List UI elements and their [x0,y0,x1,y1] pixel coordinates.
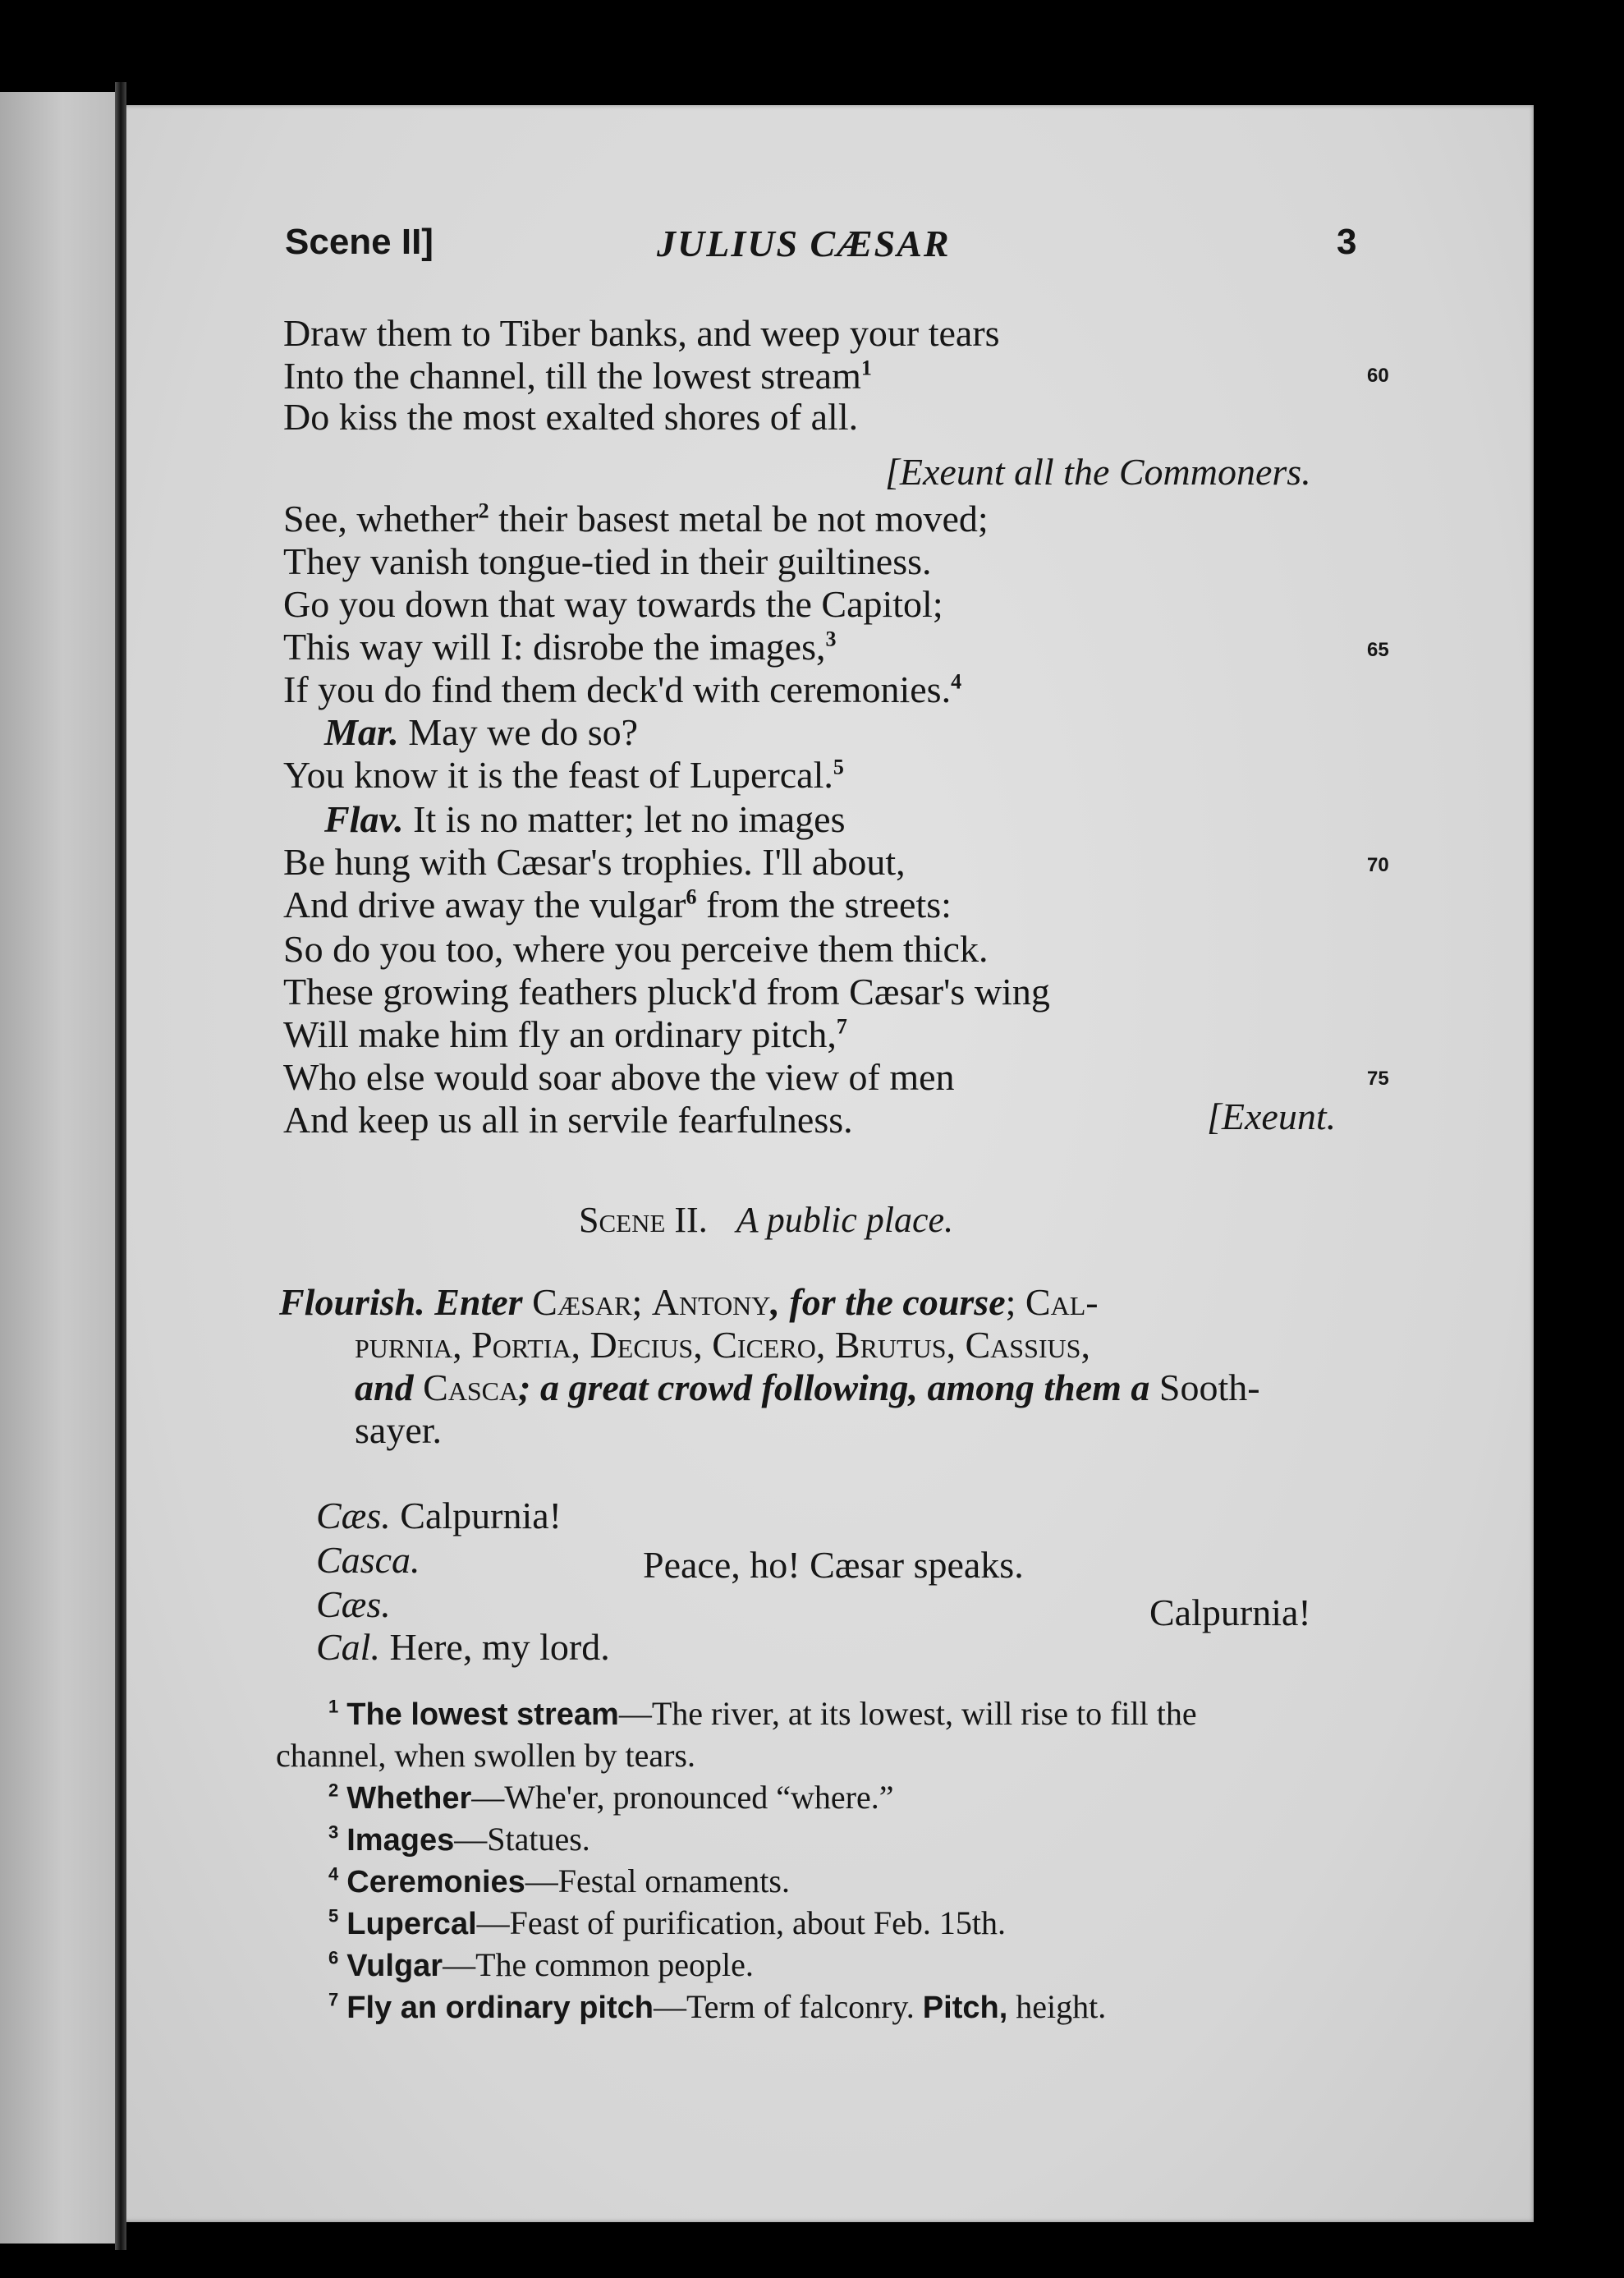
footnote-marker: 7 [836,1014,847,1039]
verse-text: It is no matter; let no images [403,798,846,840]
footnote-marker: 5 [833,755,844,779]
footnote [328,1945,754,1986]
footnote-marker: 1 [860,356,872,380]
verse-line [283,1099,853,1141]
footnote-continuation: channel, when swollen by tears. [276,1737,695,1774]
speaker-name: Flav. [324,798,404,840]
footnote-term: Vulgar [346,1949,443,1983]
footnote-term: Whether [346,1781,472,1816]
footnote-term: Ceremonies [346,1865,525,1899]
verse-line [283,928,988,971]
verse-line [283,498,989,540]
speaker-name: Cal. [316,1626,380,1668]
footnote [328,1777,894,1819]
footnote-text: —The common people. [443,1946,754,1983]
verse-line [283,540,932,583]
stage-direction-exeunt: [Exeunt. [1207,1095,1337,1137]
verse-text: These growing feathers pluck'd from Cæsar's wing [283,971,1050,1013]
soothsayer-part: Sooth- [1149,1366,1260,1408]
line-number: 60 [1367,365,1389,387]
dialogue-line [316,1495,562,1537]
verse-line [283,971,1050,1013]
verse-text: This way will I: disrobe the images, [283,626,826,668]
footnote-number: 7 [328,1989,339,2010]
enter-word: Enter [424,1281,533,1323]
flourish-word: Flourish. [279,1281,425,1323]
speaker-name: Cæs. [316,1495,391,1536]
verse-text: Into the channel, till the lowest stream [283,355,861,397]
and-word: and [355,1366,414,1408]
footnote [328,1903,1006,1945]
footnote-text: —Statues. [454,1821,590,1858]
book-spine [115,82,126,2250]
footnote-number: 6 [328,1947,339,1968]
footnote [328,1986,1106,2028]
for-the-course: , for the course [770,1281,1006,1323]
verse-text: from the streets: [696,884,952,925]
line-number: 75 [1367,1068,1389,1090]
verse-text: You know it is the feast of Lupercal. [283,754,833,796]
footnote-term: Lupercal [346,1907,477,1941]
verse-line [283,626,837,668]
verse-text: And drive away the vulgar [283,884,686,925]
verse-text: Do kiss the most exalted shores of all. [283,396,859,438]
footnote-term: Fly an ordinary pitch [346,1991,654,2025]
verse-text: Be hung with Cæsar's trophies. I'll about, [283,841,906,883]
dialogue-text: Peace, ho! Cæsar speaks. [643,1544,1024,1586]
scene-heading [579,1199,953,1241]
verse-text: And keep us all in servile fearfulness. [283,1099,853,1141]
verse-text: Will make him fly an ordinary pitch, [283,1013,837,1055]
verse-text: So do you too, where you perceive them thick. [283,928,989,970]
line-number: 70 [1367,854,1389,876]
verse-line [283,312,1000,355]
footnote-number: 2 [328,1780,339,1801]
footnote-text: —The river, at its lowest, will rise to fill the [618,1695,1197,1732]
footnote-marker: 3 [825,627,837,651]
verse-text: Who else would soar above the view of men [283,1056,955,1098]
verse-line [283,668,961,711]
footnote-marker: 4 [951,669,962,694]
footnote-text: height. [1007,1988,1107,2025]
separator: ; [1005,1281,1025,1323]
verse-line [283,583,943,626]
verse-text: See, whether [283,498,479,540]
dialogue-text: Here, my lord. [389,1626,610,1668]
previous-page-edge [0,92,115,2244]
stage-direction-exeunt-commoners: [Exeunt all the Commoners. [885,451,1311,493]
footnote-marker: 2 [478,498,489,523]
dialogue-line [316,1626,610,1669]
entrance-direction [279,1281,1363,1452]
page-number: 3 [1337,222,1357,262]
verse-text: May we do so? [398,711,639,753]
crowd-description: ; a great crowd following, among them a [518,1366,1150,1408]
dialogue-text: Calpurnia! [1149,1591,1311,1633]
speaker-name: Mar. [324,711,399,753]
speaker-name: Casca. [316,1539,420,1581]
verse-line [324,798,846,841]
soothsayer-end: sayer. [355,1409,443,1451]
verse-line [283,1013,847,1056]
character-casca: Casca [413,1366,519,1408]
entrance-characters-line: purnia, Portia, Decius, Cicero, Brutus, Cassius, [355,1324,1090,1366]
footnote-number: 4 [328,1863,339,1885]
separator: ; [631,1281,652,1323]
speaker-name: Cæs. [316,1583,391,1625]
footnote-number: 5 [328,1905,339,1927]
footnote-number: 3 [328,1821,339,1843]
character-caesar: Cæsar [532,1281,632,1323]
line-number: 65 [1367,639,1389,661]
verse-line [283,1056,955,1099]
verse-text: They vanish tongue-tied in their guiltiness. [283,540,932,582]
running-head-scene: Scene II] [285,222,434,262]
verse-line [283,396,858,439]
verse-text: Go you down that way towards the Capitol; [283,583,943,625]
verse-line [283,884,952,926]
verse-text: If you do find them deck'd with ceremonies. [283,668,952,710]
dialogue-line [316,1583,391,1626]
footnote-term: Pitch, [922,1991,1008,2025]
verse-line [283,355,872,397]
verse-text: their basest metal be not moved; [489,498,989,540]
footnote-term: Images [346,1823,455,1858]
verse-line [283,841,906,884]
scene-heading-label: Scene II. [579,1200,708,1240]
verse-line [283,754,844,797]
verse-text: Draw them to Tiber banks, and weep your tears [283,312,1000,354]
footnote-number: 1 [328,1696,339,1717]
running-head-title: JULIUS CÆSAR [657,223,951,264]
footnote-text: —Festal ornaments. [525,1862,790,1899]
dialogue-text: Calpurnia! [400,1495,562,1536]
footnote-text: —Feast of purification, about Feb. 15th. [476,1904,1006,1941]
dialogue-line [316,1539,420,1582]
footnote-text: —Whe'er, pronounced “where.” [471,1779,894,1816]
footnote-term: The lowest stream [346,1697,619,1732]
scene-heading-place: A public place. [736,1200,954,1240]
verse-line [324,711,638,754]
footnote [328,1861,790,1903]
character-calpurnia-part: Cal- [1025,1281,1099,1323]
footnote-text: —Term of falconry. [653,1988,923,2025]
character-antony: Antony [651,1281,771,1323]
footnote-marker: 6 [686,884,697,909]
footnote [328,1693,1197,1735]
footnote [328,1819,590,1861]
